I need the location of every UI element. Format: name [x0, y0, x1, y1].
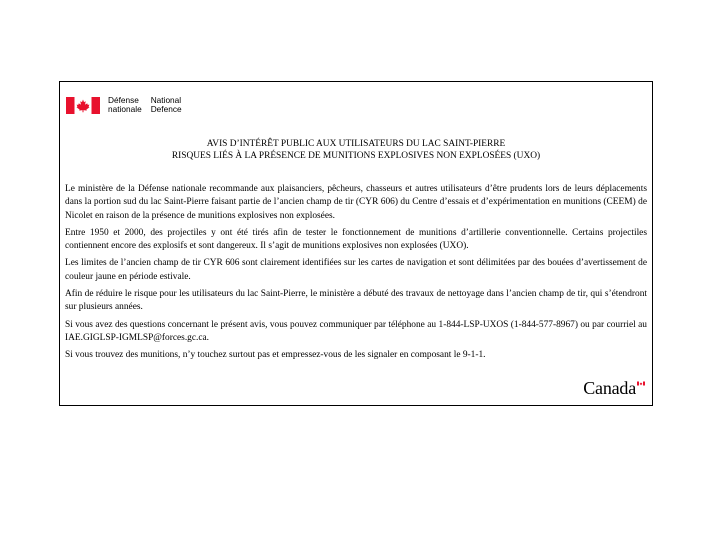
department-name-en [151, 96, 182, 115]
notice-title [60, 138, 652, 162]
canada-wordmark-flag-icon [637, 380, 645, 387]
public-notice [59, 81, 653, 406]
department-fr-line1: Défense [108, 94, 139, 105]
paragraph-cleanup: Afin de réduire le risque pour les utilisateurs du lac Saint-Pierre, le ministère a débuté des travaux de nettoyage dans l’ancien champ de tir, qui s’étendront sur plusieurs années. [65, 289, 647, 313]
wordmark-text: Canada [583, 378, 636, 398]
canada-flag-icon [66, 97, 100, 114]
canada-wordmark [583, 379, 645, 397]
paragraph-emergency: Si vous trouvez des munitions, n’y touchez surtout pas et empressez-vous de les signaler en composant le 9-1-1. [65, 350, 486, 361]
department-name [108, 96, 191, 115]
department-name-fr [108, 96, 142, 115]
paragraph-boundaries: Les limites de l’ancien champ de tir CYR 606 sont clairement identifiées sur les cartes de navigation et sont délimitées par des bouées d’avertissement de couleur jaune en période estivale. [65, 258, 647, 282]
title-line-2: RISQUES LIÉS À LA PRÉSENCE DE MUNITIONS EXPLOSIVES NON EXPLOSÉES (UXO) [171, 151, 541, 161]
paragraph-history: Entre 1950 et 2000, des projectiles y ont été tirés afin de tester le fonctionnement de munitions d’artillerie conventionnelle. Certains projectiles contiennent encore des explosifs et sont dangereux. Il s’agit de munitions explosives non explosées (UXO). [65, 227, 647, 252]
paragraph-advisory: Le ministère de la Défense nationale recommande aux plaisanciers, pêcheurs, chasseurs et autres utilisateurs d’être prudents lors de leurs déplacements dans la portion sud du lac Saint-Pierre faisant partie de l’ancien champ de tir (CYR 606) du Centre d’essais et d’expérimentation en munitions (CEEM) de Nicolet en raison de la présence de munitions explosives non explosées. [65, 184, 647, 221]
department-fr-line2: nationale [108, 104, 142, 114]
notice-body [65, 183, 647, 367]
paragraph-contact: Si vous avez des questions concernant le présent avis, vous pouvez communiquer par téléphone au 1-844-LSP-UXOS (1-844-577-8967) ou par courriel au IAE.GIGLSP-IGMLSP@forces.gc.ca. [65, 319, 647, 343]
department-en-line2: Defence [150, 104, 182, 114]
department-en-line1: National [150, 94, 182, 105]
fip-signature [66, 94, 191, 116]
title-line-1: AVIS D’INTÉRÊT PUBLIC AUX UTILISATEURS DU LAC SAINT-PIERRE [206, 139, 506, 149]
